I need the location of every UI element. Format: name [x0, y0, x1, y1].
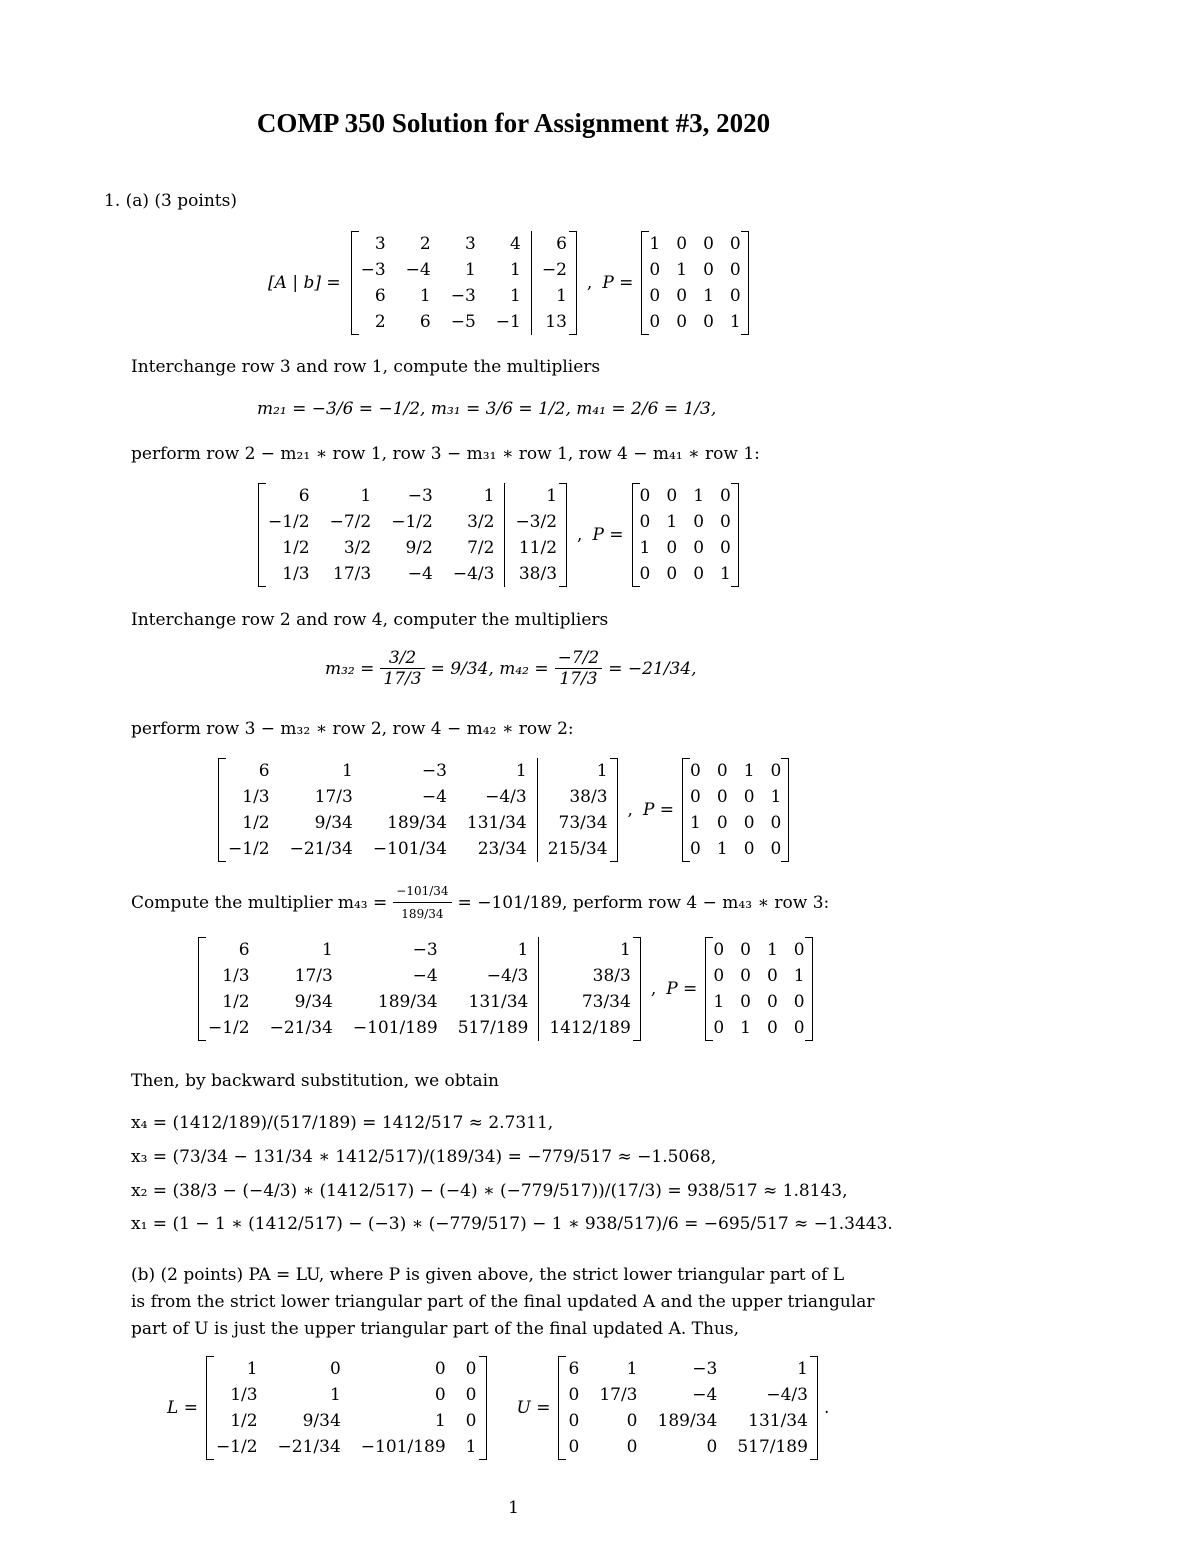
- u-matrix: [558, 1356, 817, 1460]
- matrix-row: [198, 989, 641, 1015]
- matrix-cell: 0: [770, 813, 782, 833]
- matrix-cell: 1/3: [242, 787, 270, 807]
- comma: ,: [650, 979, 657, 999]
- matrix-cell: 0: [693, 538, 705, 558]
- l-table: [206, 1356, 487, 1460]
- matrix-cell: 0: [716, 813, 728, 833]
- matrix-row: [218, 784, 618, 810]
- matrix-cell: 0: [465, 1385, 477, 1405]
- matrix-cell: 1: [676, 260, 688, 280]
- matrix-cell: 0: [434, 1385, 446, 1405]
- matrix-cell: 6: [419, 312, 431, 332]
- matrix-cell: 0: [703, 260, 714, 280]
- rhs-cell: 13: [531, 309, 577, 335]
- matrix-cell: 1/2: [242, 813, 270, 833]
- rhs-cell: 38/3: [537, 784, 617, 810]
- rhs-cell: 38/3: [539, 963, 641, 989]
- matrix-cell: −7/2: [329, 512, 372, 532]
- matrix-cell: 1: [703, 286, 714, 306]
- permutation-table: [682, 758, 789, 862]
- solution-x4: x₄ = (1412/189)/(517/189) = 1412/517 ≈ 2.7311,: [131, 1113, 554, 1133]
- rhs-cell: 38/3: [505, 561, 567, 587]
- numerator: 3/2: [380, 648, 424, 669]
- rhs-cell: 73/34: [537, 810, 617, 836]
- matrix-cell: 1: [419, 286, 431, 306]
- matrix-cell: 1/2: [230, 1411, 258, 1431]
- matrix-cell: −3: [407, 486, 433, 506]
- fraction-m43: [393, 880, 451, 925]
- matrix-cell: 1: [793, 966, 805, 986]
- matrix-cell: 0: [649, 260, 661, 280]
- rhs-cell: 6: [531, 231, 577, 257]
- matrix-cell: 0: [713, 1018, 725, 1038]
- matrix-row: [558, 1408, 817, 1434]
- matrix-row: [632, 483, 739, 509]
- multipliers-eq-2: [325, 648, 697, 689]
- matrix-cell: 0: [716, 761, 728, 781]
- matrix-cell: 1: [360, 486, 372, 506]
- page-number: 1: [508, 1498, 519, 1518]
- matrix-block-3: [198, 937, 813, 1041]
- matrix-cell: −101/34: [372, 839, 447, 859]
- solution-x2: x₂ = (38/3 − (−4/3) ∗ (1412/517) − (−4) ∗ (−779/517))/(17/3) = 938/517 ≈ 1.8143,: [131, 1181, 848, 1201]
- matrix-cell: −1/2: [215, 1437, 258, 1457]
- matrix-cell: 1: [797, 1359, 808, 1379]
- l-label: L =: [167, 1398, 198, 1418]
- matrix-cell: 1: [713, 992, 725, 1012]
- matrix-cell: 3: [464, 234, 476, 254]
- page-title: COMP 350 Solution for Assignment #3, 2020: [256, 108, 771, 138]
- matrix-row: [351, 283, 577, 309]
- matrix-cell: 0: [639, 512, 651, 532]
- matrix-cell: 0: [729, 234, 741, 254]
- fraction-m32: [380, 648, 424, 689]
- matrix-cell: 0: [740, 940, 751, 960]
- p-label: P =: [592, 525, 624, 545]
- matrix-cell: 0: [676, 312, 688, 332]
- matrix-cell: 0: [690, 761, 701, 781]
- matrix-cell: 0: [793, 940, 805, 960]
- numerator: −7/2: [555, 648, 603, 669]
- rhs-cell: −3/2: [505, 509, 567, 535]
- matrix-cell: 0: [703, 234, 714, 254]
- matrix-cell: 0: [793, 992, 805, 1012]
- rhs-cell: 1412/189: [539, 1015, 641, 1041]
- matrix-row: [641, 231, 748, 257]
- m32-label: m₃₂ =: [325, 658, 375, 679]
- matrix-row: [682, 836, 789, 862]
- matrix-cell: 0: [465, 1411, 477, 1431]
- matrix-cell: 1/2: [222, 992, 250, 1012]
- matrix-cell: −4: [692, 1385, 718, 1405]
- matrix-row: [705, 1015, 812, 1041]
- rhs-cell: 73/34: [539, 989, 641, 1015]
- matrix-cell: 1: [322, 940, 333, 960]
- matrix-cell: 6: [258, 761, 270, 781]
- part-b-line-3: part of U is just the upper triangular part of the final updated A. Thus,: [131, 1319, 740, 1339]
- matrix-cell: −3: [412, 940, 438, 960]
- matrix-cell: 0: [666, 564, 678, 584]
- matrix-cell: 0: [666, 486, 678, 506]
- matrix-cell: 2: [374, 312, 386, 332]
- matrix-cell: 17/3: [599, 1385, 638, 1405]
- matrix-cell: −21/34: [289, 839, 353, 859]
- matrix-cell: 0: [720, 538, 731, 558]
- matrix-cell: 0: [713, 940, 725, 960]
- matrix-cell: −1: [495, 312, 521, 332]
- augmented-matrix-1: [258, 483, 567, 587]
- matrix-row: [258, 509, 567, 535]
- matrix-cell: 131/34: [466, 813, 527, 833]
- augmented-table: [198, 937, 641, 1041]
- matrix-cell: 9/34: [302, 1411, 341, 1431]
- matrix-row: [641, 309, 748, 335]
- matrix-cell: 23/34: [477, 839, 527, 859]
- matrix-cell: 4: [510, 234, 521, 254]
- matrix-cell: 3: [374, 234, 386, 254]
- augmented-matrix-0: [351, 231, 577, 335]
- matrix-cell: −3: [360, 260, 386, 280]
- comma: ,: [586, 273, 593, 293]
- m42-result: = −21/34,: [608, 658, 697, 679]
- matrix-cell: 1: [743, 761, 755, 781]
- matrix-cell: 1: [770, 787, 782, 807]
- matrix-cell: 17/3: [314, 787, 353, 807]
- augmented-matrix-2: [218, 758, 618, 862]
- rhs-cell: 1: [531, 283, 577, 309]
- matrix-cell: 0: [743, 787, 755, 807]
- matrix-cell: 131/34: [748, 1411, 808, 1431]
- matrix-row: [682, 758, 789, 784]
- matrix-cell: 7/2: [467, 538, 495, 558]
- matrix-row: [705, 963, 812, 989]
- matrix-row: [641, 257, 748, 283]
- matrix-cell: 0: [729, 260, 741, 280]
- matrix-cell: 0: [740, 992, 751, 1012]
- matrix-cell: −1/2: [228, 839, 270, 859]
- comma: ,: [577, 525, 583, 545]
- rhs-cell: 1: [537, 758, 617, 784]
- matrix-block-0: [268, 231, 749, 335]
- matrix-cell: 1/3: [222, 966, 250, 986]
- matrix-cell: 189/34: [657, 1411, 718, 1431]
- matrix-cell: 0: [568, 1437, 580, 1457]
- matrix-cell: 0: [329, 1359, 341, 1379]
- augmented-table: [351, 231, 577, 335]
- matrix-cell: 1: [740, 1018, 751, 1038]
- matrix-cell: 0: [434, 1359, 446, 1379]
- text-perform-1: perform row 2 − m₂₁ ∗ row 1, row 3 − m₃₁ ∗ row 1, row 4 − m₄₁ ∗ row 1:: [131, 444, 760, 464]
- rhs-cell: −2: [531, 257, 577, 283]
- matrix-cell: 131/34: [468, 992, 529, 1012]
- matrix-cell: −101/189: [352, 1018, 438, 1038]
- matrix-cell: 1: [626, 1359, 638, 1379]
- matrix-cell: −4: [407, 564, 433, 584]
- matrix-cell: 1: [693, 486, 705, 506]
- matrix-cell: 2: [419, 234, 431, 254]
- matrix-cell: 1: [515, 761, 527, 781]
- matrix-cell: −1/2: [391, 512, 433, 532]
- matrix-cell: 1: [690, 813, 701, 833]
- matrix-cell: 0: [770, 761, 782, 781]
- matrix-cell: 0: [649, 286, 661, 306]
- matrix-row: [198, 937, 641, 963]
- matrix-cell: −4/3: [485, 787, 527, 807]
- text-interchange-1: Interchange row 3 and row 1, compute the multipliers: [131, 357, 601, 377]
- matrix-cell: −3: [421, 761, 447, 781]
- matrix-cell: 9/34: [314, 813, 353, 833]
- matrix-cell: 0: [693, 564, 705, 584]
- matrix-row: [641, 283, 748, 309]
- fraction-m42: [555, 648, 603, 689]
- matrix-cell: 0: [465, 1359, 477, 1379]
- matrix-cell: 1: [716, 839, 728, 859]
- permutation-table: [632, 483, 739, 587]
- matrix-cell: 6: [374, 286, 386, 306]
- matrix-cell: −4: [405, 260, 431, 280]
- matrix-cell: 517/189: [457, 1018, 529, 1038]
- matrix-block-1: [258, 483, 739, 587]
- matrix-cell: −4: [412, 966, 438, 986]
- matrix-cell: 0: [770, 839, 782, 859]
- matrix-cell: 0: [743, 813, 755, 833]
- matrix-block-2: [218, 758, 789, 862]
- matrix-cell: 9/34: [294, 992, 333, 1012]
- matrix-cell: 1: [720, 564, 731, 584]
- matrix-cell: 1: [246, 1359, 258, 1379]
- matrix-cell: 1: [766, 940, 778, 960]
- matrix-row: [558, 1434, 817, 1460]
- matrix-cell: −3: [450, 286, 476, 306]
- matrix-row: [206, 1434, 487, 1460]
- matrix-cell: 1: [510, 286, 521, 306]
- rhs-cell: 1: [539, 937, 641, 963]
- matrix-cell: −4/3: [766, 1385, 808, 1405]
- text-perform-2: perform row 3 − m₃₂ ∗ row 2, row 4 − m₄₂ ∗ row 2:: [131, 719, 574, 739]
- matrix-cell: 0: [713, 966, 725, 986]
- permutation-matrix-1: [632, 483, 739, 587]
- matrix-cell: 1: [465, 1437, 477, 1457]
- matrix-cell: 0: [626, 1437, 638, 1457]
- matrix-cell: 0: [693, 512, 705, 532]
- matrix-cell: 0: [649, 312, 661, 332]
- part-b-line-1: (b) (2 points) PA = LU, where P is given above, the strict lower triangular part of L: [131, 1265, 845, 1285]
- permutation-table: [641, 231, 748, 335]
- matrix-row: [258, 483, 567, 509]
- solution-x3: x₃ = (73/34 − 131/34 ∗ 1412/517)/(189/34) = −779/517 ≈ −1.5068,: [131, 1147, 717, 1167]
- matrix-row: [206, 1408, 487, 1434]
- matrix-cell: 17/3: [294, 966, 333, 986]
- augmented-matrix-3: [198, 937, 641, 1041]
- matrix-cell: −101/189: [360, 1437, 446, 1457]
- p-label: P =: [666, 979, 698, 999]
- lu-block: [167, 1356, 829, 1460]
- matrix-cell: 0: [676, 286, 688, 306]
- matrix-row: [351, 231, 577, 257]
- matrix-cell: 0: [666, 538, 678, 558]
- matrix-cell: 3/2: [343, 538, 372, 558]
- matrix-cell: 3/2: [467, 512, 495, 532]
- matrix-cell: 6: [568, 1359, 580, 1379]
- matrix-cell: 189/34: [377, 992, 438, 1012]
- matrix-row: [705, 989, 812, 1015]
- matrix-cell: 1: [464, 260, 476, 280]
- l-matrix: [206, 1356, 487, 1460]
- part-b-line-2: is from the strict lower triangular part of the final updated A and the upper triangular: [131, 1292, 875, 1312]
- matrix-cell: 0: [766, 992, 778, 1012]
- matrix-cell: −4/3: [452, 564, 495, 584]
- permutation-table: [705, 937, 812, 1041]
- permutation-matrix-0: [641, 231, 748, 335]
- m43-pre: Compute the multiplier m₄₃ =: [131, 892, 388, 913]
- matrix-cell: 6: [298, 486, 310, 506]
- permutation-matrix-2: [682, 758, 789, 862]
- matrix-row: [558, 1356, 817, 1382]
- matrix-cell: 1: [329, 1385, 341, 1405]
- matrix-row: [705, 937, 812, 963]
- matrix-cell: 6: [238, 940, 250, 960]
- matrix-cell: 17/3: [333, 564, 372, 584]
- matrix-cell: −4: [421, 787, 447, 807]
- matrix-cell: 0: [626, 1411, 638, 1431]
- denominator: 17/3: [559, 669, 598, 689]
- multipliers-eq-1: m₂₁ = −3/6 = −1/2, m₃₁ = 3/6 = 1/2, m₄₁ = 2/6 = 1/3,: [257, 399, 717, 419]
- matrix-row: [351, 257, 577, 283]
- matrix-cell: −1/2: [208, 1018, 250, 1038]
- matrix-cell: 1: [483, 486, 495, 506]
- matrix-cell: 1: [639, 538, 651, 558]
- matrix-cell: 1: [649, 234, 661, 254]
- matrix-row: [682, 784, 789, 810]
- matrix-cell: −1/2: [268, 512, 310, 532]
- matrix-cell: 0: [766, 1018, 778, 1038]
- matrix-cell: 0: [703, 312, 714, 332]
- m43-post: = −101/189, perform row 4 − m₄₃ ∗ row 3:: [457, 892, 830, 913]
- m32-result: = 9/34, m₄₂ =: [430, 658, 549, 679]
- matrix-cell: 0: [568, 1385, 580, 1405]
- augmented-label: [A | b] =: [268, 273, 341, 293]
- matrix-cell: 0: [716, 787, 728, 807]
- matrix-cell: 1: [342, 761, 353, 781]
- matrix-cell: 0: [568, 1411, 580, 1431]
- augmented-table: [258, 483, 567, 587]
- denominator: 17/3: [383, 669, 422, 689]
- matrix-cell: 0: [676, 234, 688, 254]
- matrix-cell: −5: [450, 312, 476, 332]
- matrix-row: [682, 810, 789, 836]
- matrix-cell: 0: [706, 1437, 718, 1457]
- matrix-row: [558, 1382, 817, 1408]
- text-interchange-2: Interchange row 2 and row 4, computer the multipliers: [131, 610, 609, 630]
- matrix-row: [218, 810, 618, 836]
- matrix-cell: 0: [793, 1018, 805, 1038]
- matrix-cell: −21/34: [277, 1437, 341, 1457]
- matrix-cell: 0: [639, 564, 651, 584]
- text-compute-m43: [131, 880, 829, 925]
- matrix-cell: 0: [720, 486, 731, 506]
- matrix-cell: 1: [517, 940, 529, 960]
- matrix-row: [258, 535, 567, 561]
- denominator: 189/34: [401, 907, 444, 921]
- matrix-cell: 0: [743, 839, 755, 859]
- matrix-row: [632, 561, 739, 587]
- matrix-cell: 1: [434, 1411, 446, 1431]
- matrix-cell: −21/34: [269, 1018, 333, 1038]
- matrix-row: [198, 963, 641, 989]
- matrix-cell: 1/2: [282, 538, 310, 558]
- matrix-row: [206, 1356, 487, 1382]
- p-label: P =: [642, 800, 675, 820]
- solution-x1: x₁ = (1 − 1 ∗ (1412/517) − (−3) ∗ (−779/517) − 1 ∗ 938/517)/6 = −695/517 ≈ −1.3443.: [131, 1214, 893, 1234]
- matrix-cell: 0: [729, 286, 741, 306]
- matrix-cell: 0: [766, 966, 778, 986]
- matrix-row: [632, 509, 739, 535]
- matrix-cell: 1: [729, 312, 741, 332]
- period: .: [823, 1398, 830, 1418]
- matrix-row: [218, 758, 618, 784]
- matrix-cell: 0: [690, 787, 701, 807]
- matrix-cell: −3: [692, 1359, 718, 1379]
- augmented-table: [218, 758, 618, 862]
- matrix-cell: 517/189: [737, 1437, 808, 1457]
- matrix-cell: 9/2: [405, 538, 433, 558]
- matrix-cell: 0: [639, 486, 651, 506]
- numerator: −101/34: [393, 880, 451, 903]
- matrix-cell: 1: [510, 260, 521, 280]
- matrix-row: [258, 561, 567, 587]
- text-backward: Then, by backward substitution, we obtain: [131, 1071, 500, 1091]
- rhs-cell: 1: [505, 483, 567, 509]
- matrix-cell: 1/3: [282, 564, 310, 584]
- matrix-row: [632, 535, 739, 561]
- matrix-cell: 0: [740, 966, 751, 986]
- matrix-cell: 0: [690, 839, 701, 859]
- comma: ,: [627, 800, 633, 820]
- matrix-row: [198, 1015, 641, 1041]
- matrix-row: [206, 1382, 487, 1408]
- u-table: [558, 1356, 817, 1460]
- matrix-cell: −4/3: [486, 966, 529, 986]
- p-label: P =: [602, 273, 634, 293]
- rhs-cell: 11/2: [505, 535, 567, 561]
- part-a-label: 1. (a) (3 points): [104, 191, 237, 211]
- u-label: U =: [516, 1398, 551, 1418]
- matrix-cell: 1/3: [230, 1385, 258, 1405]
- matrix-row: [218, 836, 618, 862]
- matrix-cell: 189/34: [387, 813, 447, 833]
- matrix-row: [351, 309, 577, 335]
- matrix-cell: 1: [666, 512, 678, 532]
- rhs-cell: 215/34: [537, 836, 617, 862]
- matrix-cell: 0: [720, 512, 731, 532]
- permutation-matrix-3: [705, 937, 812, 1041]
